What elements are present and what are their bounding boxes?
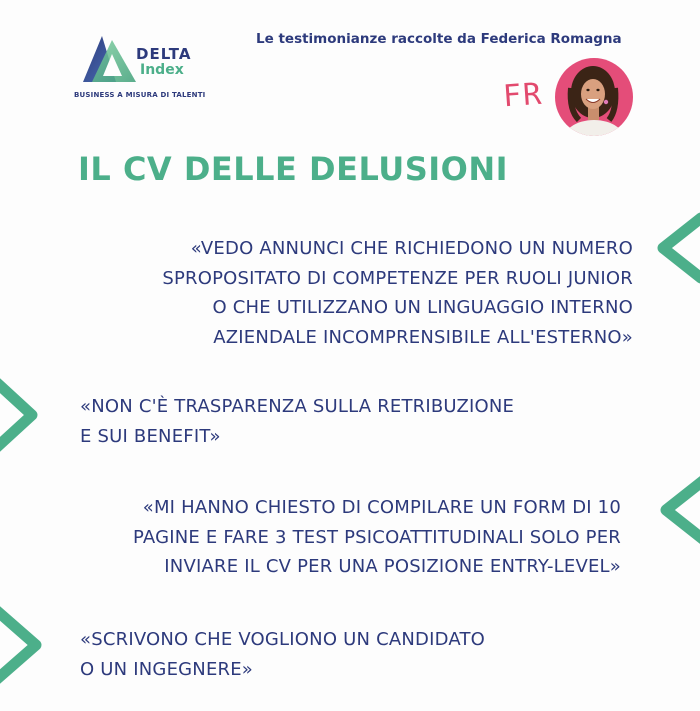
testimonial-quote <box>133 493 621 582</box>
chevron-right-decoration <box>0 600 49 690</box>
brand-sub: Index <box>140 62 184 78</box>
testimonial-quote <box>80 392 514 451</box>
quote-line: E SUI BENEFIT» <box>80 425 221 447</box>
brand-logo <box>76 32 226 107</box>
chevron-right-decoration <box>0 372 44 458</box>
quote-line: «NON C'È TRASPARENZA SULLA RETRIBUZIONE <box>80 396 515 417</box>
brand-name: DELTA <box>136 45 192 63</box>
chevron-left-decoration <box>645 208 700 288</box>
testimonial-quote <box>162 234 633 352</box>
page-title: IL CV DELLE DELUSIONI <box>78 150 509 188</box>
header-caption: Le testimonianze raccolte da Federica Romagna <box>256 31 622 47</box>
author-initials: FR <box>501 76 545 115</box>
quote-line: SPROPOSITATO DI COMPETENZE PER RUOLI JUNIOR <box>162 267 633 289</box>
quote-line: «SCRIVONO CHE VOGLIONO UN CANDIDATO <box>80 629 486 650</box>
quote-line: O UN INGEGNERE» <box>80 658 254 680</box>
quote-line: INVIARE IL CV PER UNA POSIZIONE ENTRY-LEVEL» <box>164 556 621 577</box>
brand-tagline: BUSINESS A MISURA DI TALENTI <box>74 91 206 99</box>
quote-line: O CHE UTILIZZANO UN LINGUAGGIO INTERNO <box>212 297 633 318</box>
quote-line: «VEDO ANNUNCI CHE RICHIEDONO UN NUMERO <box>190 238 633 259</box>
quote-line: PAGINE E FARE 3 TEST PSICOATTITUDINALI SOLO PER <box>133 526 621 548</box>
testimonial-quote <box>80 625 485 684</box>
quote-line: AZIENDALE INCOMPRENSIBILE ALL'ESTERNO» <box>213 326 633 348</box>
quote-line: «MI HANNO CHIESTO DI COMPILARE UN FORM DI 10 <box>142 497 621 518</box>
triangle-logo-icon <box>80 32 140 87</box>
author-avatar <box>555 58 633 136</box>
chevron-left-decoration <box>648 470 700 550</box>
